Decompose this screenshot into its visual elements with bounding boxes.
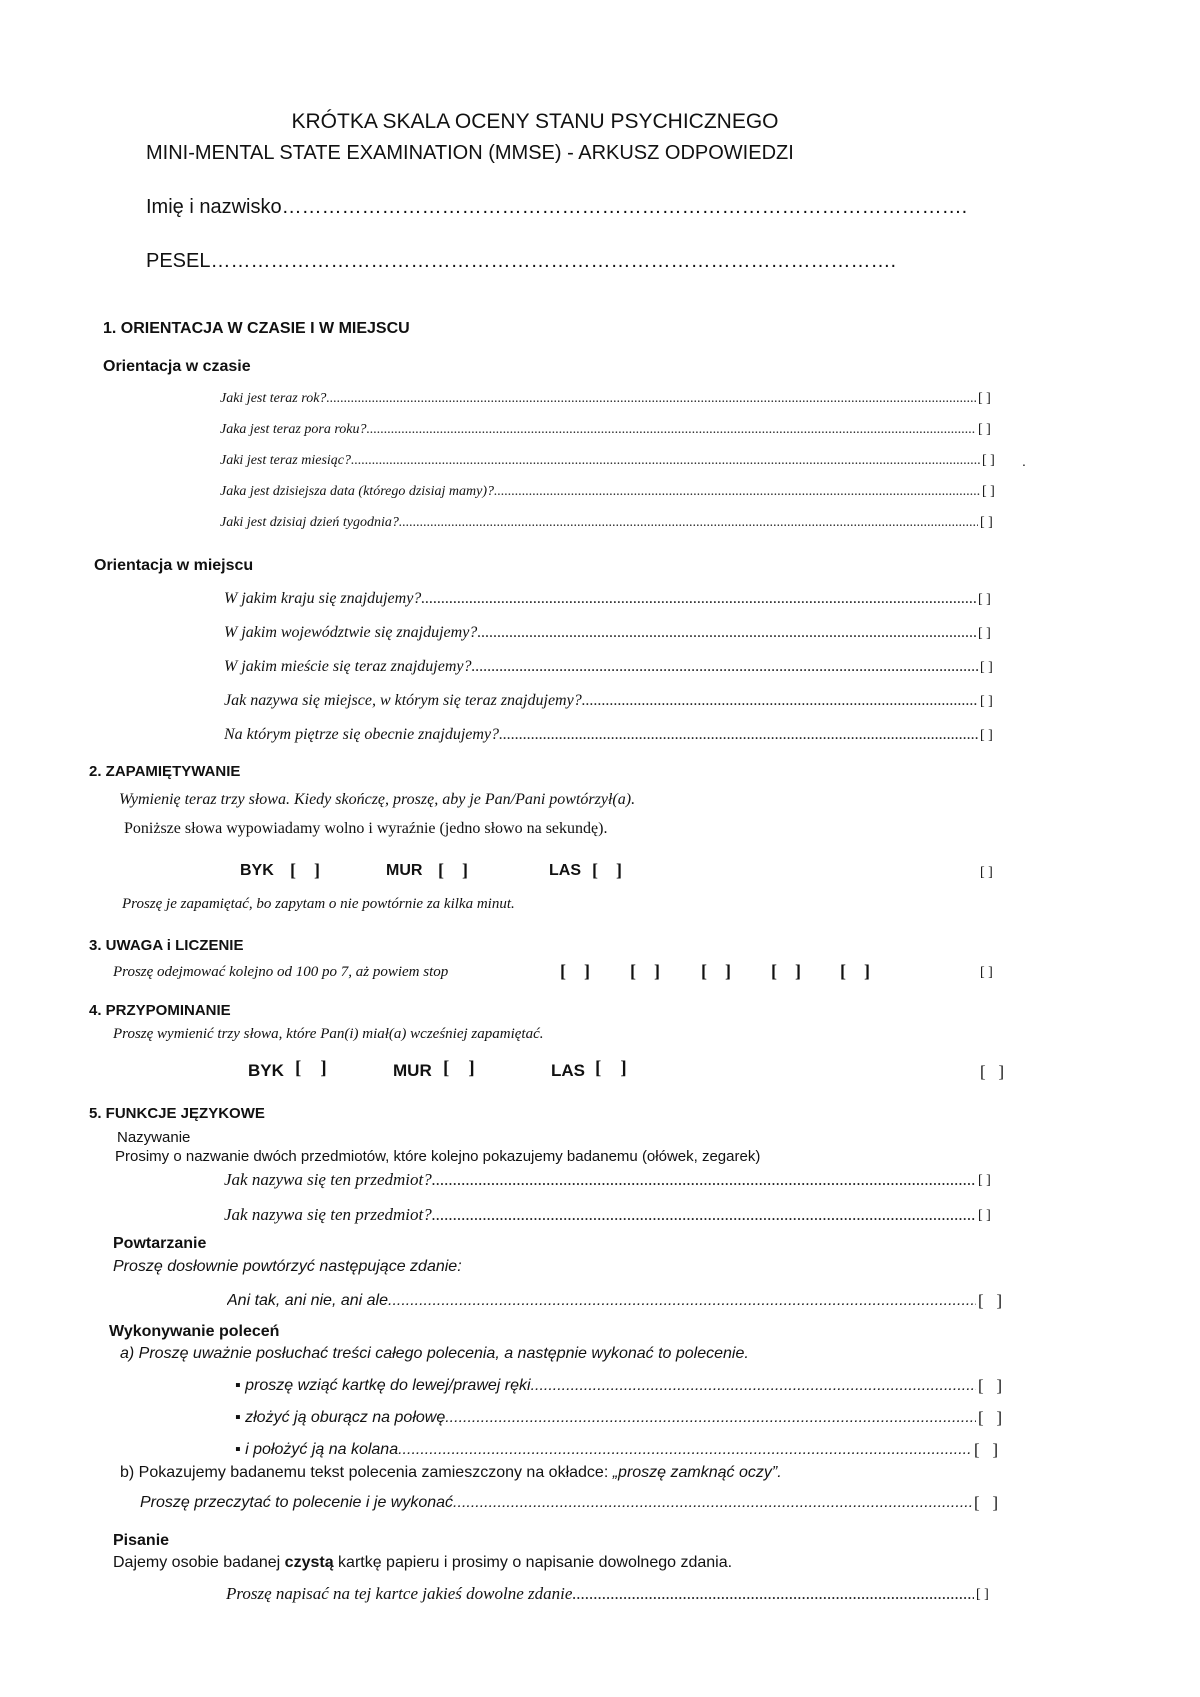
question-text: W jakim mieście się teraz znajdujemy? <box>224 658 472 675</box>
repetition-title: Powtarzanie <box>113 1235 207 1252</box>
name-dots: …………………………………………………………………………………………. <box>281 196 968 218</box>
answer-box[interactable]: [ ] <box>980 660 993 675</box>
answer-box[interactable]: [ ] <box>980 728 993 743</box>
page-subtitle: MINI-MENTAL STATE EXAMINATION (MMSE) - ARKUSZ ODPOWIEDZI <box>146 142 794 164</box>
writing-instruction <box>113 1554 732 1572</box>
subtraction-answer-2[interactable]: [ ] <box>630 961 660 981</box>
question-text: Proszę przeczytać to polecenie i je wykonać <box>140 1494 454 1511</box>
instruction-text: b) Pokazujemy badanemu tekst polecenia zamieszczony na okładce: <box>120 1464 613 1481</box>
answer-box[interactable]: [ ] <box>978 1408 1003 1427</box>
question-text: ▪ proszę wziąć kartkę do lewej/prawej ręki <box>235 1377 531 1394</box>
pesel-dots: …………………………………………………………………………………………. <box>210 250 897 272</box>
word-label: LAS <box>551 1061 585 1080</box>
naming-title: Nazywanie <box>117 1129 191 1146</box>
recall-word-mur <box>393 1061 432 1081</box>
remember-note: Proszę je zapamiętać, bo zapytam o nie powtórnie za kilka minut. <box>122 896 515 912</box>
command-3 <box>235 1441 972 1459</box>
word-label: LAS <box>549 862 581 879</box>
answer-box[interactable]: [ ] <box>980 1062 1005 1081</box>
repetition-instruction: Proszę dosłownie powtórzyć następujące zdanie: <box>113 1258 462 1275</box>
answer-box[interactable]: [ ] <box>978 592 991 607</box>
question-text: Jaka jest teraz pora roku? <box>220 422 367 437</box>
section-4-title: 4. PRZYPOMINANIE <box>89 1002 231 1019</box>
memorize-note: Poniższe słowa wypowiadamy wolno i wyraźnie (jedno słowo na sekundę). <box>124 820 608 837</box>
commands-instruction-a: a) Proszę uważnie posłuchać treści całego polecenia, a następnie wykonać to polecenie. <box>120 1345 749 1362</box>
place-orientation-title: Orientacja w miejscu <box>94 557 254 574</box>
question-text: Proszę napisać na tej kartce jakieś dowolne zdanie <box>226 1584 573 1603</box>
subtraction-answer-3[interactable]: [ ] <box>701 961 731 981</box>
word-label: MUR <box>386 862 423 879</box>
question-text: ▪ i położyć ją na kolana <box>235 1441 399 1458</box>
subtraction-instruction: Proszę odejmować kolejno od 100 po 7, aż powiem stop <box>113 964 449 980</box>
section-3-title: 3. UWAGA i LICZENIE <box>89 937 244 954</box>
extra-mark: . <box>1022 453 1026 469</box>
instruction-text: kartkę papieru i prosimy o napisanie dowolnego zdania. <box>333 1554 733 1571</box>
question-text: Jak nazywa się miejsce, w którym się teraz znajdujemy? <box>224 692 582 709</box>
writing-title: Pisanie <box>113 1532 170 1549</box>
answer-box[interactable]: [ ] <box>976 1587 989 1602</box>
instruction-text: Dajemy osobie badanej <box>113 1554 285 1571</box>
answer-box[interactable]: [ ] <box>978 1291 1003 1310</box>
name-label: Imię i nazwisko <box>146 196 282 218</box>
question-text: Jaki jest dzisiaj dzień tygodnia? <box>220 515 399 530</box>
word-las <box>549 862 581 880</box>
recall-answer-box[interactable]: [ ] <box>595 1058 627 1079</box>
answer-box[interactable]: [ ] <box>980 694 993 709</box>
instruction-emphasis: czystą <box>284 1554 334 1571</box>
answer-box[interactable]: [ ] <box>974 1493 999 1512</box>
word-label: BYK <box>248 1061 284 1080</box>
answer-box[interactable]: [ ] <box>978 1208 991 1223</box>
word-answer-box[interactable]: [ ] <box>290 860 320 880</box>
recall-answer-box[interactable]: [ ] <box>295 1058 327 1079</box>
section-1-title: 1. ORIENTACJA W CZASIE I W MIEJSCU <box>103 320 410 337</box>
word-answer-box[interactable]: [ ] <box>438 860 468 880</box>
answer-box[interactable]: [ ] <box>978 391 991 406</box>
time-question-3 <box>220 453 980 469</box>
section-5-title: 5. FUNKCJE JĘZYKOWE <box>89 1105 265 1122</box>
memorize-instruction: Wymienię teraz trzy słowa. Kiedy skończę, proszę, aby je Pan/Pani powtórzył(a). <box>119 791 636 808</box>
time-orientation-title: Orientacja w czasie <box>103 358 251 375</box>
question-text: Na którym piętrze się obecnie znajdujemy? <box>224 726 500 743</box>
commands-title: Wykonywanie poleceń <box>109 1323 280 1340</box>
recall-answer-box[interactable]: [ ] <box>443 1058 475 1079</box>
answer-box[interactable]: [ ] <box>978 626 991 641</box>
recall-word-byk <box>248 1061 284 1081</box>
place-question-1 <box>224 590 976 608</box>
quoted-command: „proszę zamknąć oczy”. <box>612 1464 782 1481</box>
subtraction-answer-4[interactable]: [ ] <box>771 961 801 981</box>
recall-word-las <box>551 1061 585 1081</box>
command-2 <box>235 1409 976 1427</box>
writing-task <box>226 1584 974 1604</box>
word-mur <box>386 862 422 880</box>
section-2-title: 2. ZAPAMIĘTYWANIE <box>89 763 241 780</box>
question-text: Jaki jest teraz miesiąc? <box>220 453 352 468</box>
place-question-4 <box>224 692 978 710</box>
answer-box[interactable]: [ ] <box>982 484 995 499</box>
answer-box[interactable]: [ ] <box>980 865 993 880</box>
naming-instruction: Prosimy o nazwanie dwóch przedmiotów, które kolejno pokazujemy badanemu (ołówek, zegarek) <box>115 1148 761 1165</box>
question-text: W jakim województwie się znajdujemy? <box>224 624 478 641</box>
question-text: W jakim kraju się znajdujemy? <box>224 590 422 607</box>
answer-box[interactable]: [ ] <box>982 453 995 468</box>
naming-question-2 <box>224 1205 976 1225</box>
time-question-4 <box>220 484 980 500</box>
pesel-label: PESEL <box>146 250 211 272</box>
word-answer-box[interactable]: [ ] <box>592 860 622 880</box>
place-question-3 <box>224 658 978 676</box>
subtraction-answer-1[interactable]: [ ] <box>560 961 590 981</box>
answer-box[interactable]: [ ] <box>978 1376 1003 1395</box>
answer-box[interactable]: [ ] <box>978 422 991 437</box>
question-text: Ani tak, ani nie, ani ale. <box>227 1292 393 1309</box>
time-question-1 <box>220 391 976 407</box>
word-label: MUR <box>393 1061 432 1080</box>
repetition-sentence <box>227 1292 976 1310</box>
question-text: Jak nazywa się ten przedmiot? <box>224 1170 432 1189</box>
command-1 <box>235 1377 976 1395</box>
page-title: KRÓTKA SKALA OCENY STANU PSYCHICZNEGO <box>291 110 779 133</box>
time-question-5 <box>220 515 978 531</box>
name-field[interactable] <box>146 196 967 219</box>
place-question-2 <box>224 624 976 642</box>
answer-box[interactable]: [ ] <box>974 1440 999 1459</box>
commands-instruction-b <box>120 1464 782 1482</box>
naming-question-1 <box>224 1170 976 1190</box>
place-question-5 <box>224 726 978 744</box>
read-command <box>140 1494 972 1512</box>
question-text: ▪ złożyć ją oburącz na połowę <box>235 1409 446 1426</box>
question-text: Jak nazywa się ten przedmiot? <box>224 1205 432 1224</box>
word-label: BYK <box>240 862 274 879</box>
answer-box[interactable]: [ ] <box>978 1173 991 1188</box>
time-question-2 <box>220 422 976 438</box>
word-byk <box>240 862 274 880</box>
subtraction-answer-5[interactable]: [ ] <box>840 961 870 981</box>
pesel-field[interactable] <box>146 250 896 273</box>
answer-box[interactable]: [ ] <box>980 965 993 980</box>
question-text: Jaka jest dzisiejsza data (którego dzisiaj mamy)? <box>220 484 495 499</box>
recall-instruction: Proszę wymienić trzy słowa, które Pan(i) miał(a) wcześniej zapamiętać. <box>113 1026 544 1042</box>
question-text: Jaki jest teraz rok? <box>220 391 327 406</box>
answer-box[interactable]: [ ] <box>980 515 993 530</box>
